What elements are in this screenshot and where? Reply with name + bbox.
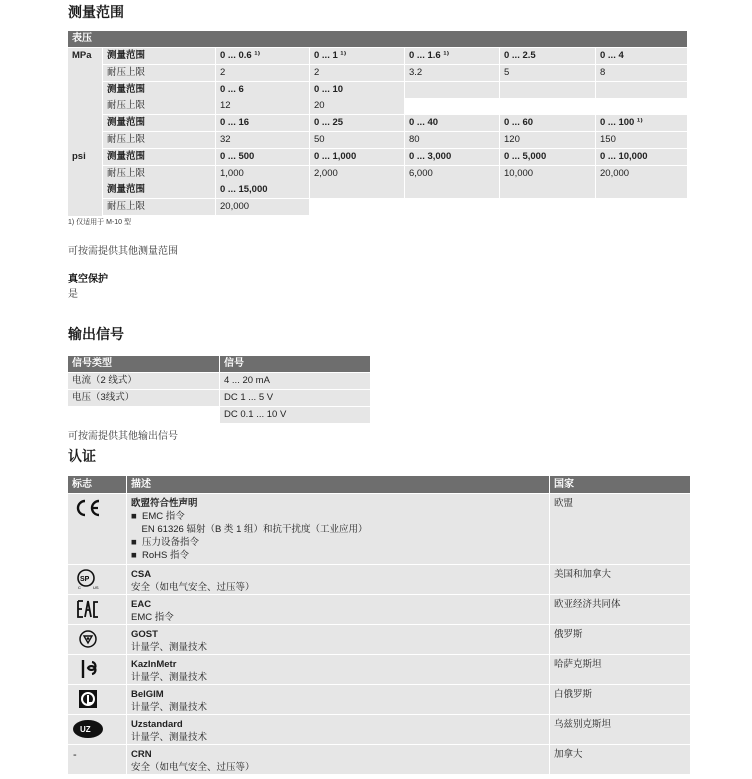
range-row-label: 耐压上限 [103, 98, 215, 114]
range-value-cell: 0 ... 25 [310, 115, 404, 131]
range-value-cell: 20,000 [216, 199, 309, 215]
range-value-cell [596, 98, 687, 114]
range-value-cell: 0 ... 100 ¹⁾ [596, 115, 687, 131]
cert-desc-line: 安全（如电气安全、过压等） [131, 582, 255, 593]
output-empty-cell [68, 407, 219, 423]
svg-text:SP: SP [80, 576, 90, 583]
range-value-cell [405, 199, 499, 215]
section-title-output: 输出信号 [68, 326, 124, 342]
range-row-label: 测量范围 [103, 48, 215, 64]
range-row-label: 测量范围 [103, 82, 215, 98]
range-row-label: 测量范围 [103, 115, 215, 131]
ce-mark-icon [70, 496, 106, 520]
cert-desc-cell [127, 595, 549, 624]
cert-mark-cell [68, 625, 126, 654]
range-value-cell: 0 ... 4 [596, 48, 687, 64]
range-value-cell: 0 ... 16 [216, 115, 309, 131]
cert-desc-cell [127, 565, 549, 594]
output-type-cell: 电流（2 线式） [68, 373, 219, 389]
range-value-cell: 0 ... 1,000 [310, 149, 404, 165]
svg-text:UZ: UZ [80, 725, 91, 734]
cert-desc-line: 计量学、测量技术 [131, 702, 208, 713]
cert-desc-line: 安全（如电气安全、过压等） [131, 762, 255, 773]
cert-desc-line: ■ RoHS 指令 [131, 550, 189, 561]
range-value-cell: 0 ... 1.6 ¹⁾ [405, 48, 499, 64]
cert-desc-line: 计量学、测量技术 [131, 672, 208, 683]
range-value-cell: 150 [596, 132, 687, 148]
cert-desc-line: 计量学、测量技术 [131, 732, 208, 743]
gost-mark-icon [70, 627, 106, 651]
cert-mark-cell [68, 494, 126, 564]
cert-mark-cell [68, 715, 126, 744]
output-col-signal: 信号 [220, 356, 370, 372]
range-value-cell: 80 [405, 132, 499, 148]
range-value-cell [405, 98, 499, 114]
range-row-label: 测量范围 [103, 149, 215, 165]
range-value-cell: 0 ... 6 [216, 82, 309, 98]
range-value-cell: 0 ... 10,000 [596, 149, 687, 165]
range-value-cell: 32 [216, 132, 309, 148]
range-value-cell [596, 199, 687, 215]
range-value-cell [500, 82, 595, 98]
range-value-cell: 0 ... 3,000 [405, 149, 499, 165]
vacuum-label: 真空保护 [68, 274, 108, 285]
range-value-cell: 3.2 [405, 65, 499, 81]
cert-desc-line: ■ EMC 指令 [131, 511, 185, 522]
output-type-cell: 电压（3线式） [68, 390, 219, 406]
range-value-cell: 12 [216, 98, 309, 114]
section-title-range: 测量范围 [68, 4, 124, 20]
cert-name: KazInMetr [131, 659, 177, 670]
range-value-cell: 0 ... 500 [216, 149, 309, 165]
cert-mark-cell [68, 595, 126, 624]
kazinmetr-mark-icon [70, 657, 106, 681]
vacuum-value: 是 [68, 289, 78, 300]
range-value-cell: 0 ... 40 [405, 115, 499, 131]
range-footnote: 1) 仅适用于 M-10 型 [68, 219, 132, 226]
cert-desc-cell [127, 715, 549, 744]
cert-name: CRN [131, 749, 152, 760]
range-value-cell: 20,000 [596, 166, 687, 182]
range-row-label: 耐压上限 [103, 199, 215, 215]
cert-country-cell: 欧亚经济共同体 [550, 595, 690, 624]
range-value-cell: 6,000 [405, 166, 499, 182]
output-signal-cell: DC 0.1 ... 10 V [220, 407, 370, 423]
cert-country-cell: 俄罗斯 [550, 625, 690, 654]
svg-text:US: US [93, 585, 99, 590]
cert-mark-cell [68, 685, 126, 714]
range-value-cell: 10,000 [500, 166, 595, 182]
range-row-label: 耐压上限 [103, 166, 215, 182]
range-value-cell: 0 ... 0.6 ¹⁾ [216, 48, 309, 64]
unit-column-bg [68, 48, 102, 216]
cert-desc-line: EN 61326 辐射（B 类 1 组）和抗干扰度（工业应用） [131, 524, 368, 535]
cert-name: BelGIM [131, 689, 164, 700]
range-value-cell [596, 182, 687, 198]
cert-country-cell: 欧盟 [550, 494, 690, 564]
cert-desc-line: ■ 压力设备指令 [131, 537, 200, 548]
range-value-cell: 50 [310, 132, 404, 148]
cert-desc-cell [127, 655, 549, 684]
svg-text:C: C [78, 585, 81, 590]
range-row-label: 耐压上限 [103, 132, 215, 148]
cert-name: 欧盟符合性声明 [131, 498, 198, 509]
range-row-label: 耐压上限 [103, 65, 215, 81]
range-value-cell: 120 [500, 132, 595, 148]
range-value-cell: 5 [500, 65, 595, 81]
range-value-cell: 2,000 [310, 166, 404, 182]
cert-mark-cell [68, 565, 126, 594]
cert-mark-cell [68, 745, 126, 774]
range-value-cell [405, 82, 499, 98]
range-value-cell [405, 182, 499, 198]
output-col-type: 信号类型 [68, 356, 219, 372]
eac-mark-icon [70, 597, 106, 621]
cert-name: CSA [131, 569, 152, 580]
unit-mpa: MPa [72, 50, 92, 61]
range-value-cell: 20 [310, 98, 404, 114]
range-value-cell [596, 82, 687, 98]
csa-mark-icon [70, 567, 106, 591]
range-value-cell: 1,000 [216, 166, 309, 182]
cert-country-cell: 乌兹别克斯坦 [550, 715, 690, 744]
range-value-cell [310, 182, 404, 198]
range-value-cell [500, 182, 595, 198]
output-signal-cell: DC 1 ... 5 V [220, 390, 370, 406]
cert-name: Uzstandard [131, 719, 183, 730]
cert-country-cell: 美国和加拿大 [550, 565, 690, 594]
cert-desc-cell [127, 685, 549, 714]
cert-country-cell: 白俄罗斯 [550, 685, 690, 714]
range-value-cell [500, 98, 595, 114]
range-value-cell: 2 [310, 65, 404, 81]
unit-psi: psi [72, 151, 86, 162]
range-value-cell: 0 ... 15,000 [216, 182, 309, 198]
other-ranges-note: 可按需提供其他测量范围 [68, 246, 178, 257]
cert-col-desc: 描述 [127, 476, 549, 493]
cert-col-country: 国家 [550, 476, 690, 493]
cert-desc-line: EMC 指令 [131, 612, 174, 623]
other-outputs-note: 可按需提供其他输出信号 [68, 431, 178, 442]
range-value-cell: 0 ... 5,000 [500, 149, 595, 165]
range-value-cell: 0 ... 2.5 [500, 48, 595, 64]
uzstandard-mark-icon [70, 717, 106, 741]
cert-desc-line: 计量学、测量技术 [131, 642, 208, 653]
range-table-header: 表压 [68, 31, 687, 47]
range-value-cell: 8 [596, 65, 687, 81]
cert-mark-cell [68, 655, 126, 684]
cert-name: EAC [131, 599, 152, 610]
cert-country-cell: 哈萨克斯坦 [550, 655, 690, 684]
cert-desc-cell [127, 745, 549, 774]
cert-col-mark: 标志 [68, 476, 126, 493]
dash-mark: - [73, 749, 77, 761]
range-value-cell [500, 199, 595, 215]
output-signal-cell: 4 ... 20 mA [220, 373, 370, 389]
range-row-label: 测量范围 [103, 182, 215, 198]
range-value-cell: 0 ... 1 ¹⁾ [310, 48, 404, 64]
section-title-cert: 认证 [68, 448, 96, 464]
range-value-cell [310, 199, 404, 215]
range-value-cell: 0 ... 60 [500, 115, 595, 131]
belgim-mark-icon [70, 687, 106, 711]
cert-desc-cell [127, 494, 549, 564]
range-value-cell: 2 [216, 65, 309, 81]
range-value-cell: 0 ... 10 [310, 82, 404, 98]
cert-name: GOST [131, 629, 158, 640]
cert-desc-cell [127, 625, 549, 654]
cert-country-cell: 加拿大 [550, 745, 690, 774]
